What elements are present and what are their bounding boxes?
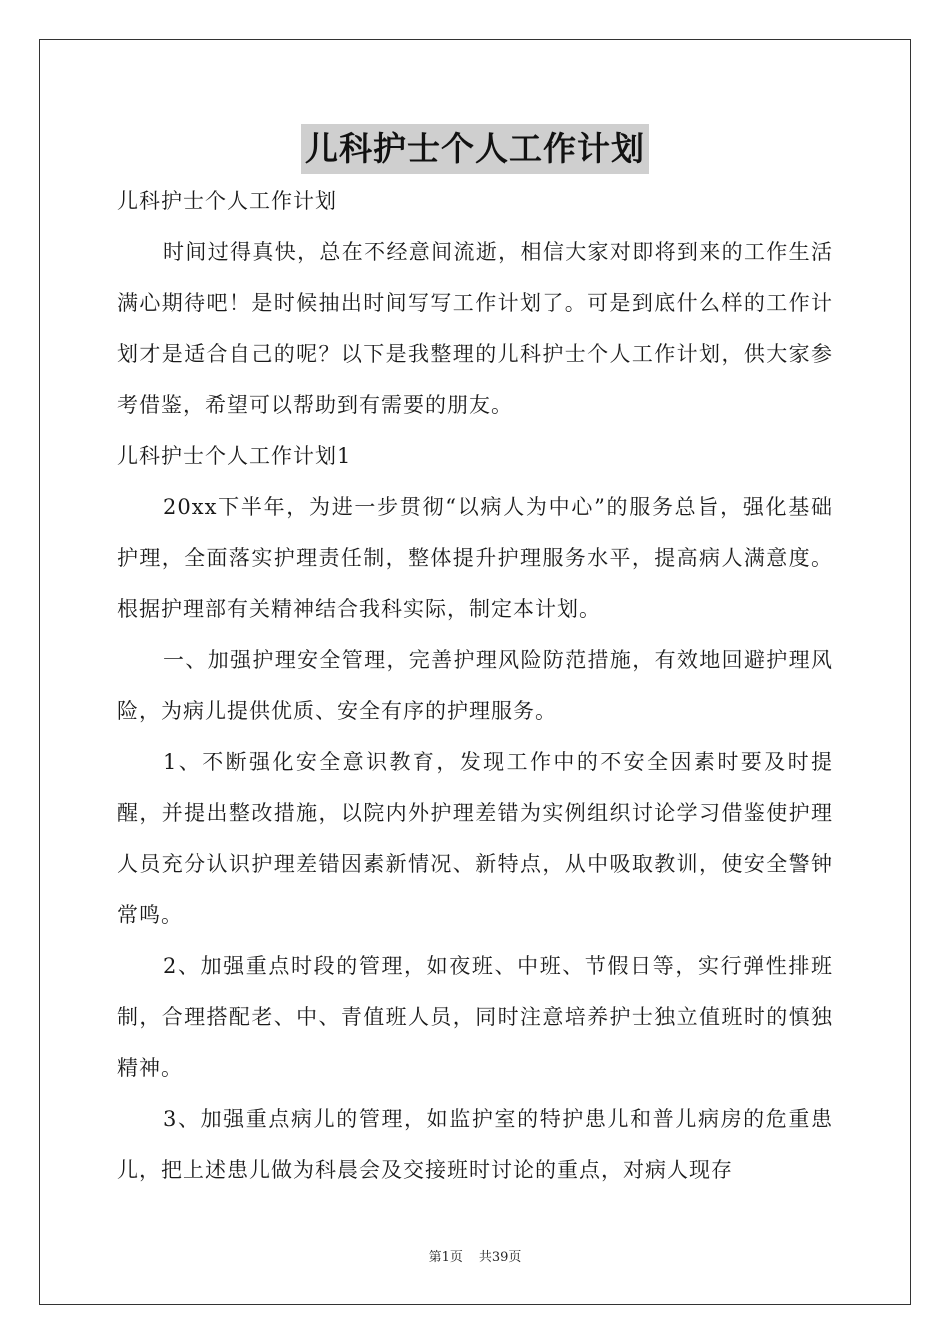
document-body xyxy=(117,176,833,1196)
body-paragraph: 儿科护士个人工作计划1 xyxy=(117,444,352,468)
body-paragraph: 时间过得真快，总在不经意间流逝，相信大家对即将到来的工作生活满心期待吧！是时候抽出时间写写工作计划了。可是到底什么样的工作计划才是适合自己的呢？以下是我整理的儿科护士个人工作计划，供大家参考借鉴，希望可以帮助到有需要的朋友。 xyxy=(117,240,833,417)
body-paragraph: 2、加强重点时段的管理，如夜班、中班、节假日等，实行弹性排班制，合理搭配老、中、青值班人员，同时注意培养护士独立值班时的慎独精神。 xyxy=(117,954,833,1080)
page-number: 第1页 xyxy=(428,1250,463,1265)
body-paragraph: 3、加强重点病儿的管理，如监护室的特护患儿和普儿病房的危重患儿，把上述患儿做为科晨会及交接班时讨论的重点，对病人现存 xyxy=(117,1107,833,1182)
body-paragraph: 儿科护士个人工作计划 xyxy=(117,189,337,213)
document-title-text: 儿科护士个人工作计划 xyxy=(301,124,649,174)
document-title xyxy=(0,124,950,174)
body-paragraph: 1、不断强化安全意识教育，发现工作中的不安全因素时要及时提醒，并提出整改措施，以院内外护理差错为实例组织讨论学习借鉴使护理人员充分认识护理差错因素新情况、新特点，从中吸取教训，使安全警钟常鸣。 xyxy=(117,750,833,927)
page-footer xyxy=(0,1246,950,1265)
page-total: 共39页 xyxy=(478,1250,522,1265)
body-paragraph: 20xx下半年，为进一步贯彻“以病人为中心”的服务总旨，强化基础护理，全面落实护理责任制，整体提升护理服务水平，提高病人满意度。根据护理部有关精神结合我科实际，制定本计划。 xyxy=(117,495,833,621)
body-paragraph: 一、加强护理安全管理，完善护理风险防范措施，有效地回避护理风险，为病儿提供优质、安全有序的护理服务。 xyxy=(117,648,833,723)
